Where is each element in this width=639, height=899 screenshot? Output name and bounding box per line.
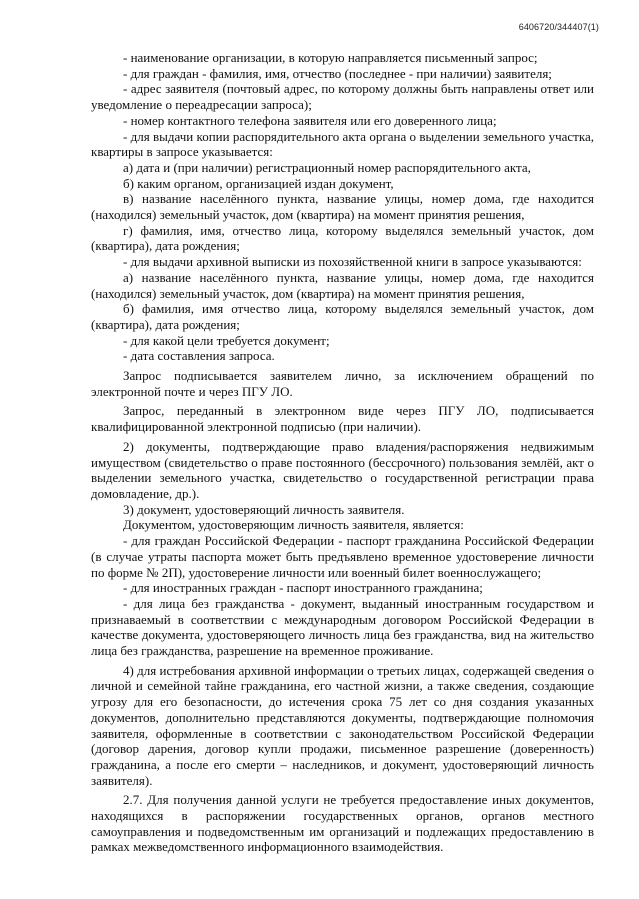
paragraph: а) название населённого пункта, название улицы, номер дома, где находится (находился) земельный участок, дом (квартира) на момент принятия решения, <box>91 269 594 301</box>
paragraph: Запрос подписывается заявителем лично, за исключением обращений по электронной почте и через ПГУ ЛО. <box>91 368 594 399</box>
paragraph: Документом, удостоверяющим личность заявителя, является: <box>123 517 464 533</box>
paragraph: а) дата и (при наличии) регистрационный номер распорядительного акта, <box>123 159 531 175</box>
paragraph: - для выдачи копии распорядительного акта органа о выделении земельного участка, квартиры в запросе указывается: <box>91 128 594 160</box>
paragraph: - дата составления запроса. <box>123 348 275 364</box>
document-body <box>91 50 594 855</box>
paragraph: б) каким органом, организацией издан документ, <box>123 175 394 191</box>
paragraph: Запрос, переданный в электронном виде через ПГУ ЛО, подписывается квалифицированной электронной подписью (при наличии). <box>91 403 594 435</box>
paragraph: - для выдачи архивной выписки из похозяйственной книги в запросе указываются: <box>123 254 582 270</box>
paragraph: г) фамилия, имя, отчество лица, которому выделялся земельный участок, дом (квартира), дата рождения; <box>91 222 594 254</box>
paragraph: б) фамилия, имя отчество лица, которому выделялся земельный участок, дом (квартира), дата рождения; <box>91 301 594 332</box>
paragraph: 2.7. Для получения данной услуги не требуется предоставление иных документов, находящихся в распоряжении государственных органов, органов местного самоуправления и подведомственным им организаций и подлежащих предоставлению в рамках межведомственного информационного взаимодействия. <box>91 792 594 855</box>
paragraph: в) название населённого пункта, название улицы, номер дома, где находится (находился) земельный участок, дом (квартира) на момент принятия решения, <box>91 191 594 223</box>
paragraph: - для лица без гражданства - документ, выданный иностранным государством и признаваемый в соответствии с международным договором Российской Федерации в качестве документа, удостоверяющего личность лица без гражданства, вид на жительство лица без гражданства, разрешение на временное проживание. <box>91 595 594 659</box>
paragraph: - наименование организации, в которую направляется письменный запрос; <box>123 50 538 65</box>
paragraph: - для граждан Российской Федерации - паспорт гражданина Российской Федерации (в случае утраты паспорта может быть предъявлено временное удостоверение личности по форме № 2П), удостоверение личности или военный билет военнослужащего; <box>91 533 594 580</box>
paragraph: - номер контактного телефона заявителя или его доверенного лица; <box>123 112 497 128</box>
paragraph: 4) для истребования архивной информации о третьих лицах, содержащей сведения о личной и семейной тайне гражданина, его частной жизни, а также сведения, создающие угрозу для его безопасности, до истечения срока 75 лет со дня создания указанных документов, дополнительно представляются документы, подтверждающие полномочия заявителя, оформленные в соответствии с законодательством Российской Федерации (договор дарения, договор купли продажи, письменное разрешение (доверенность) гражданина, а после его смерти – наследников, и документ, удостоверяющий личность заявителя). <box>91 662 594 788</box>
paragraph: 2) документы, подтверждающие право владения/распоряжения недвижимым имуществом (свидетельство о праве постоянного (бессрочного) пользования землёй, акт о выделении земельного участка, свидетельство о государственной регистрации права домовладение, др.). <box>91 438 594 501</box>
paragraph: - для какой цели требуется документ; <box>123 332 330 348</box>
document-id: 6406720/344407(1) <box>518 22 599 32</box>
paragraph: 3) документ, удостоверяющий личность заявителя. <box>123 501 405 517</box>
paragraph: - для граждан - фамилия, имя, отчество (последнее - при наличии) заявителя; <box>123 65 552 81</box>
paragraph: - для иностранных граждан - паспорт иностранного гражданина; <box>123 580 483 596</box>
paragraph: - адрес заявителя (почтовый адрес, по которому должны быть направлены ответ или уведомление о переадресации запроса); <box>91 81 594 113</box>
